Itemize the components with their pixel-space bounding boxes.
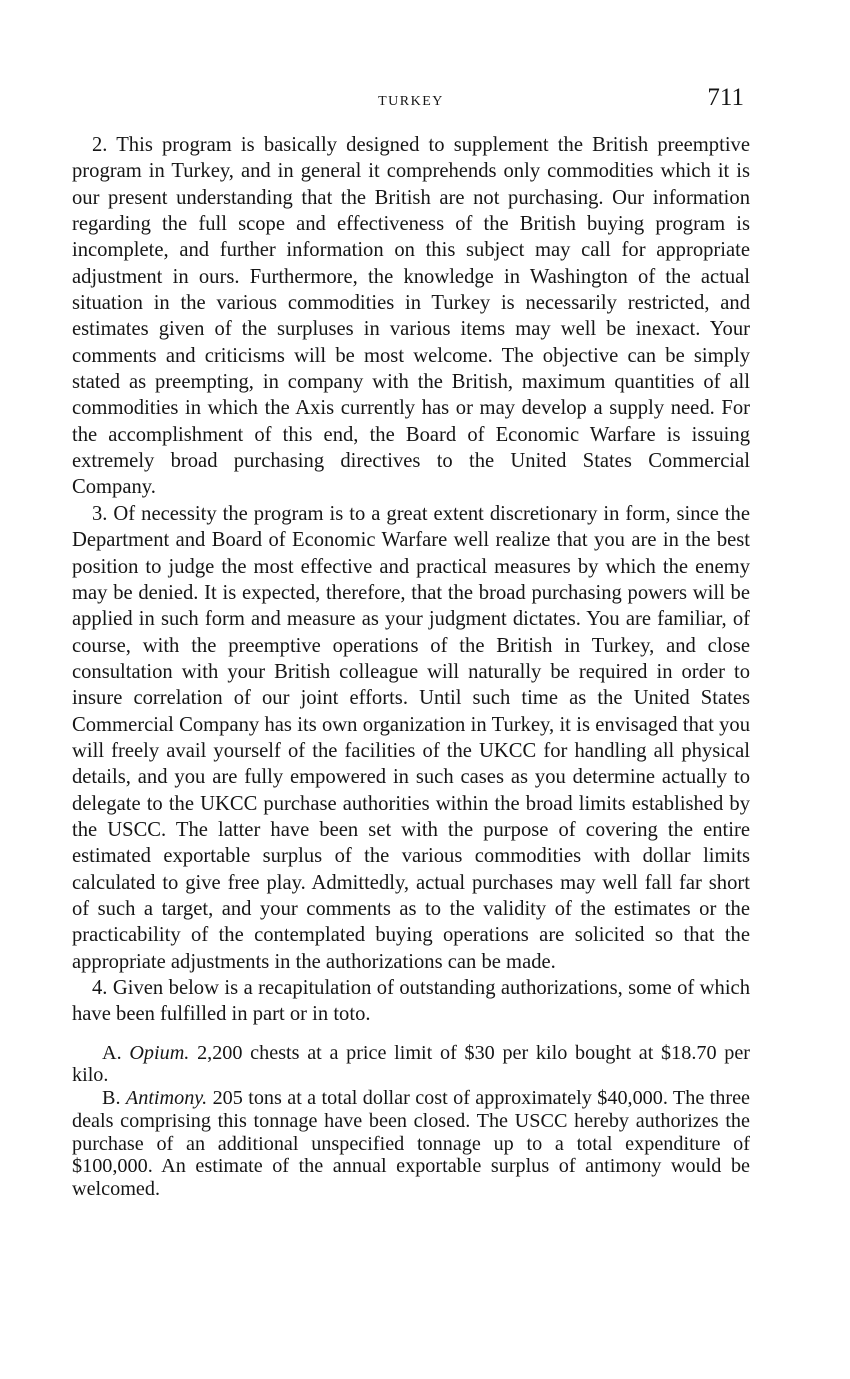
authorization-item-opium — [72, 1042, 750, 1087]
page-number: 711 — [707, 84, 744, 111]
page-header — [72, 84, 750, 124]
item-title: Antimony. — [125, 1087, 208, 1110]
paragraph-3: 3. Of necessity the program is to a great extent discretionary in form, since the Department and Board of Economic Warfare well realize that you are in the best position to judge the most effective and practical measures by which the enemy may be denied. It is expected, therefore, that the broad purchasing powers will be applied in such form and measure as your judgment dictates. You are familiar, of course, with the preemptive operations of the British in Turkey, and close consultation with your British colleague will naturally be required in order to insure correlation of our joint efforts. Until such time as the United States Commercial Company has its own organization in Turkey, it is envisaged that you will freely avail yourself of the facilities of the UKCC for handling all physical details, and you are fully empowered in such cases as you determine actually to delegate to the UKCC purchase authorities within the broad limits established by the USCC. The latter have been set with the purpose of covering the entire estimated exportable surplus of the various commodities with dollar limits calculated to give free play. Admittedly, actual purchases may well fall far short of such a target, and your comments as to the validity of the estimates or the practicability of the contemplated buying operations are solicited so that the appropriate adjustments in the authorizations can be made. — [72, 502, 750, 973]
authorization-list — [72, 1042, 750, 1201]
paragraph-4: 4. Given below is a recapitulation of outstanding authorizations, some of which have been fulfilled in part or in toto. — [72, 977, 750, 1026]
item-title: Opium. — [129, 1041, 190, 1064]
item-letter: B. — [102, 1087, 121, 1110]
document-page — [72, 84, 750, 1201]
item-letter: A. — [102, 1041, 122, 1064]
item-text: 205 tons at a total dollar cost of approximately $40,000. The three deals comprising this tonnage have been closed. The USCC hereby authorizes the purchase of an additional unspecified tonnage up to a total expenditure of $100,000. An estimate of the annual exportable surplus of antimony would be welcomed. — [72, 1087, 751, 1200]
item-text: 2,200 chests at a price limit of $30 per kilo bought at $18.70 per kilo. — [72, 1041, 751, 1087]
running-head: TURKEY — [378, 94, 444, 109]
paragraph-2: 2. This program is basically designed to supplement the British preemptive program in Turkey, and in general it comprehends only commodities which it is our present understanding that the British are not purchasing. Our information regarding the full scope and effectiveness of the British buying program is incomplete, and further information on this subject may call for appropriate adjustment in ours. Furthermore, the knowledge in Washington of the actual situation in the various commodities in Turkey is necessarily restricted, and estimates given of the surpluses in various items may well be inexact. Your comments and criticisms will be most welcome. The objective can be simply stated as preempting, in company with the British, maximum quantities of all commodities in which the Axis currently has or may develop a supply need. For the accomplishment of this end, the Board of Economic Warfare is issuing extremely broad purchasing directives to the United States Commercial Company. — [72, 134, 750, 499]
authorization-item-antimony — [72, 1087, 750, 1201]
